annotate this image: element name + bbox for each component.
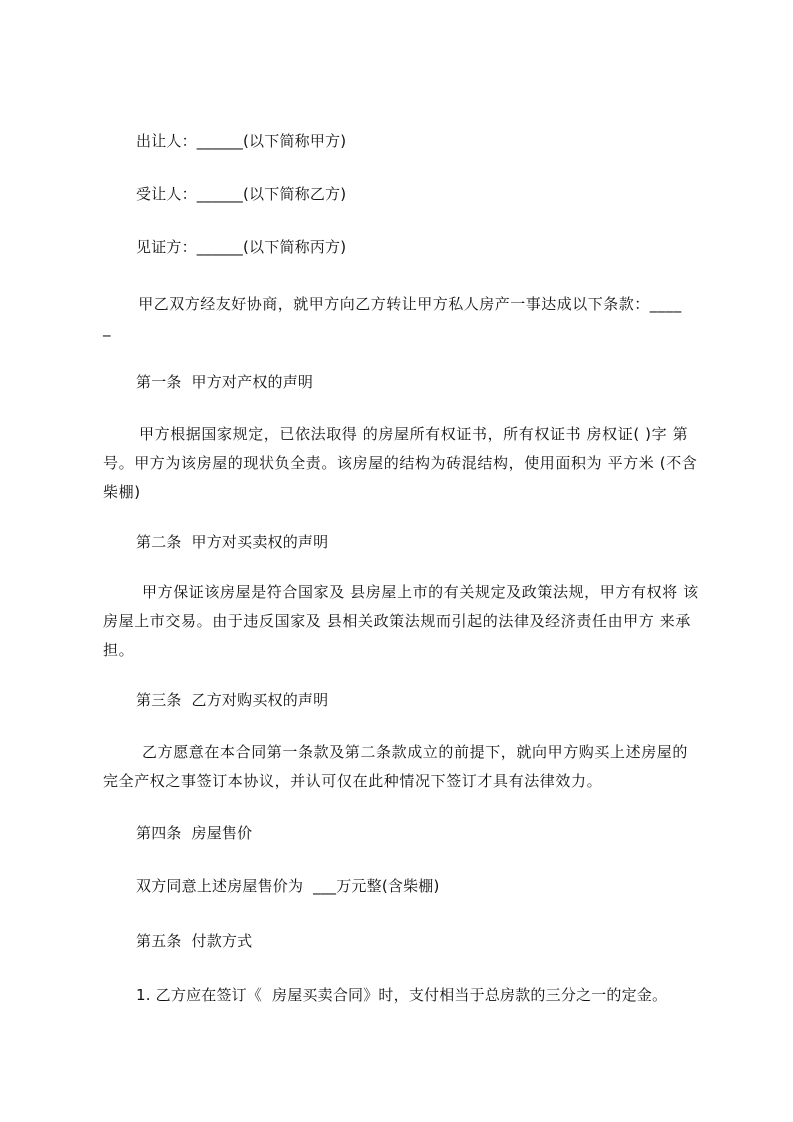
- seller-line: 出让人：______(以下简称甲方): [136, 132, 347, 150]
- article-1-body: 甲方根据国家规定，已依法取得 的房屋所有权证书，所有权证书 房权证( )字 第 号。甲方为该房屋的现状负全责。该房屋的结构为砖混结构，使用面积为 平方米 (不含柴棚): [103, 425, 698, 501]
- article-3-title: 第三条 乙方对购买权的声明: [136, 691, 329, 709]
- article-5-title: 第五条 付款方式: [136, 932, 253, 950]
- intro-paragraph-line-1: 甲乙双方经友好协商，就甲方向乙方转让甲方私人房产一事达成以下条款：____: [133, 295, 682, 313]
- witness-line: 见证方：______(以下简称丙方): [136, 238, 347, 256]
- article-2-title: 第二条 甲方对买卖权的声明: [136, 533, 329, 551]
- article-4-body: 双方同意上述房屋售价为 ___万元整(含柴棚): [136, 877, 440, 895]
- article-3-body: 乙方愿意在本合同第一条款及第二条款成立的前提下，就向甲方购买上述房屋的 完全产权之事签订本协议，并认可仅在此种情况下签订才具有法律效力。: [103, 743, 689, 790]
- article-1-title: 第一条 甲方对产权的声明: [136, 373, 314, 391]
- buyer-line: 受让人：______(以下简称乙方): [136, 185, 347, 203]
- article-2-body: 甲方保证该房屋是符合国家及 县房屋上市的有关规定及政策法规，甲方有权将 该房屋上市交易。由于违反国家及 县相关政策法规而引起的法律及经济责任由甲方 来承担。: [103, 583, 699, 659]
- intro-paragraph-line-2: _: [103, 319, 111, 337]
- article-4-title: 第四条 房屋售价: [136, 824, 253, 842]
- article-5-item-1: 1. 乙方应在签订《 房屋买卖合同》时，支付相当于总房款的三分之一的定金。: [136, 986, 668, 1004]
